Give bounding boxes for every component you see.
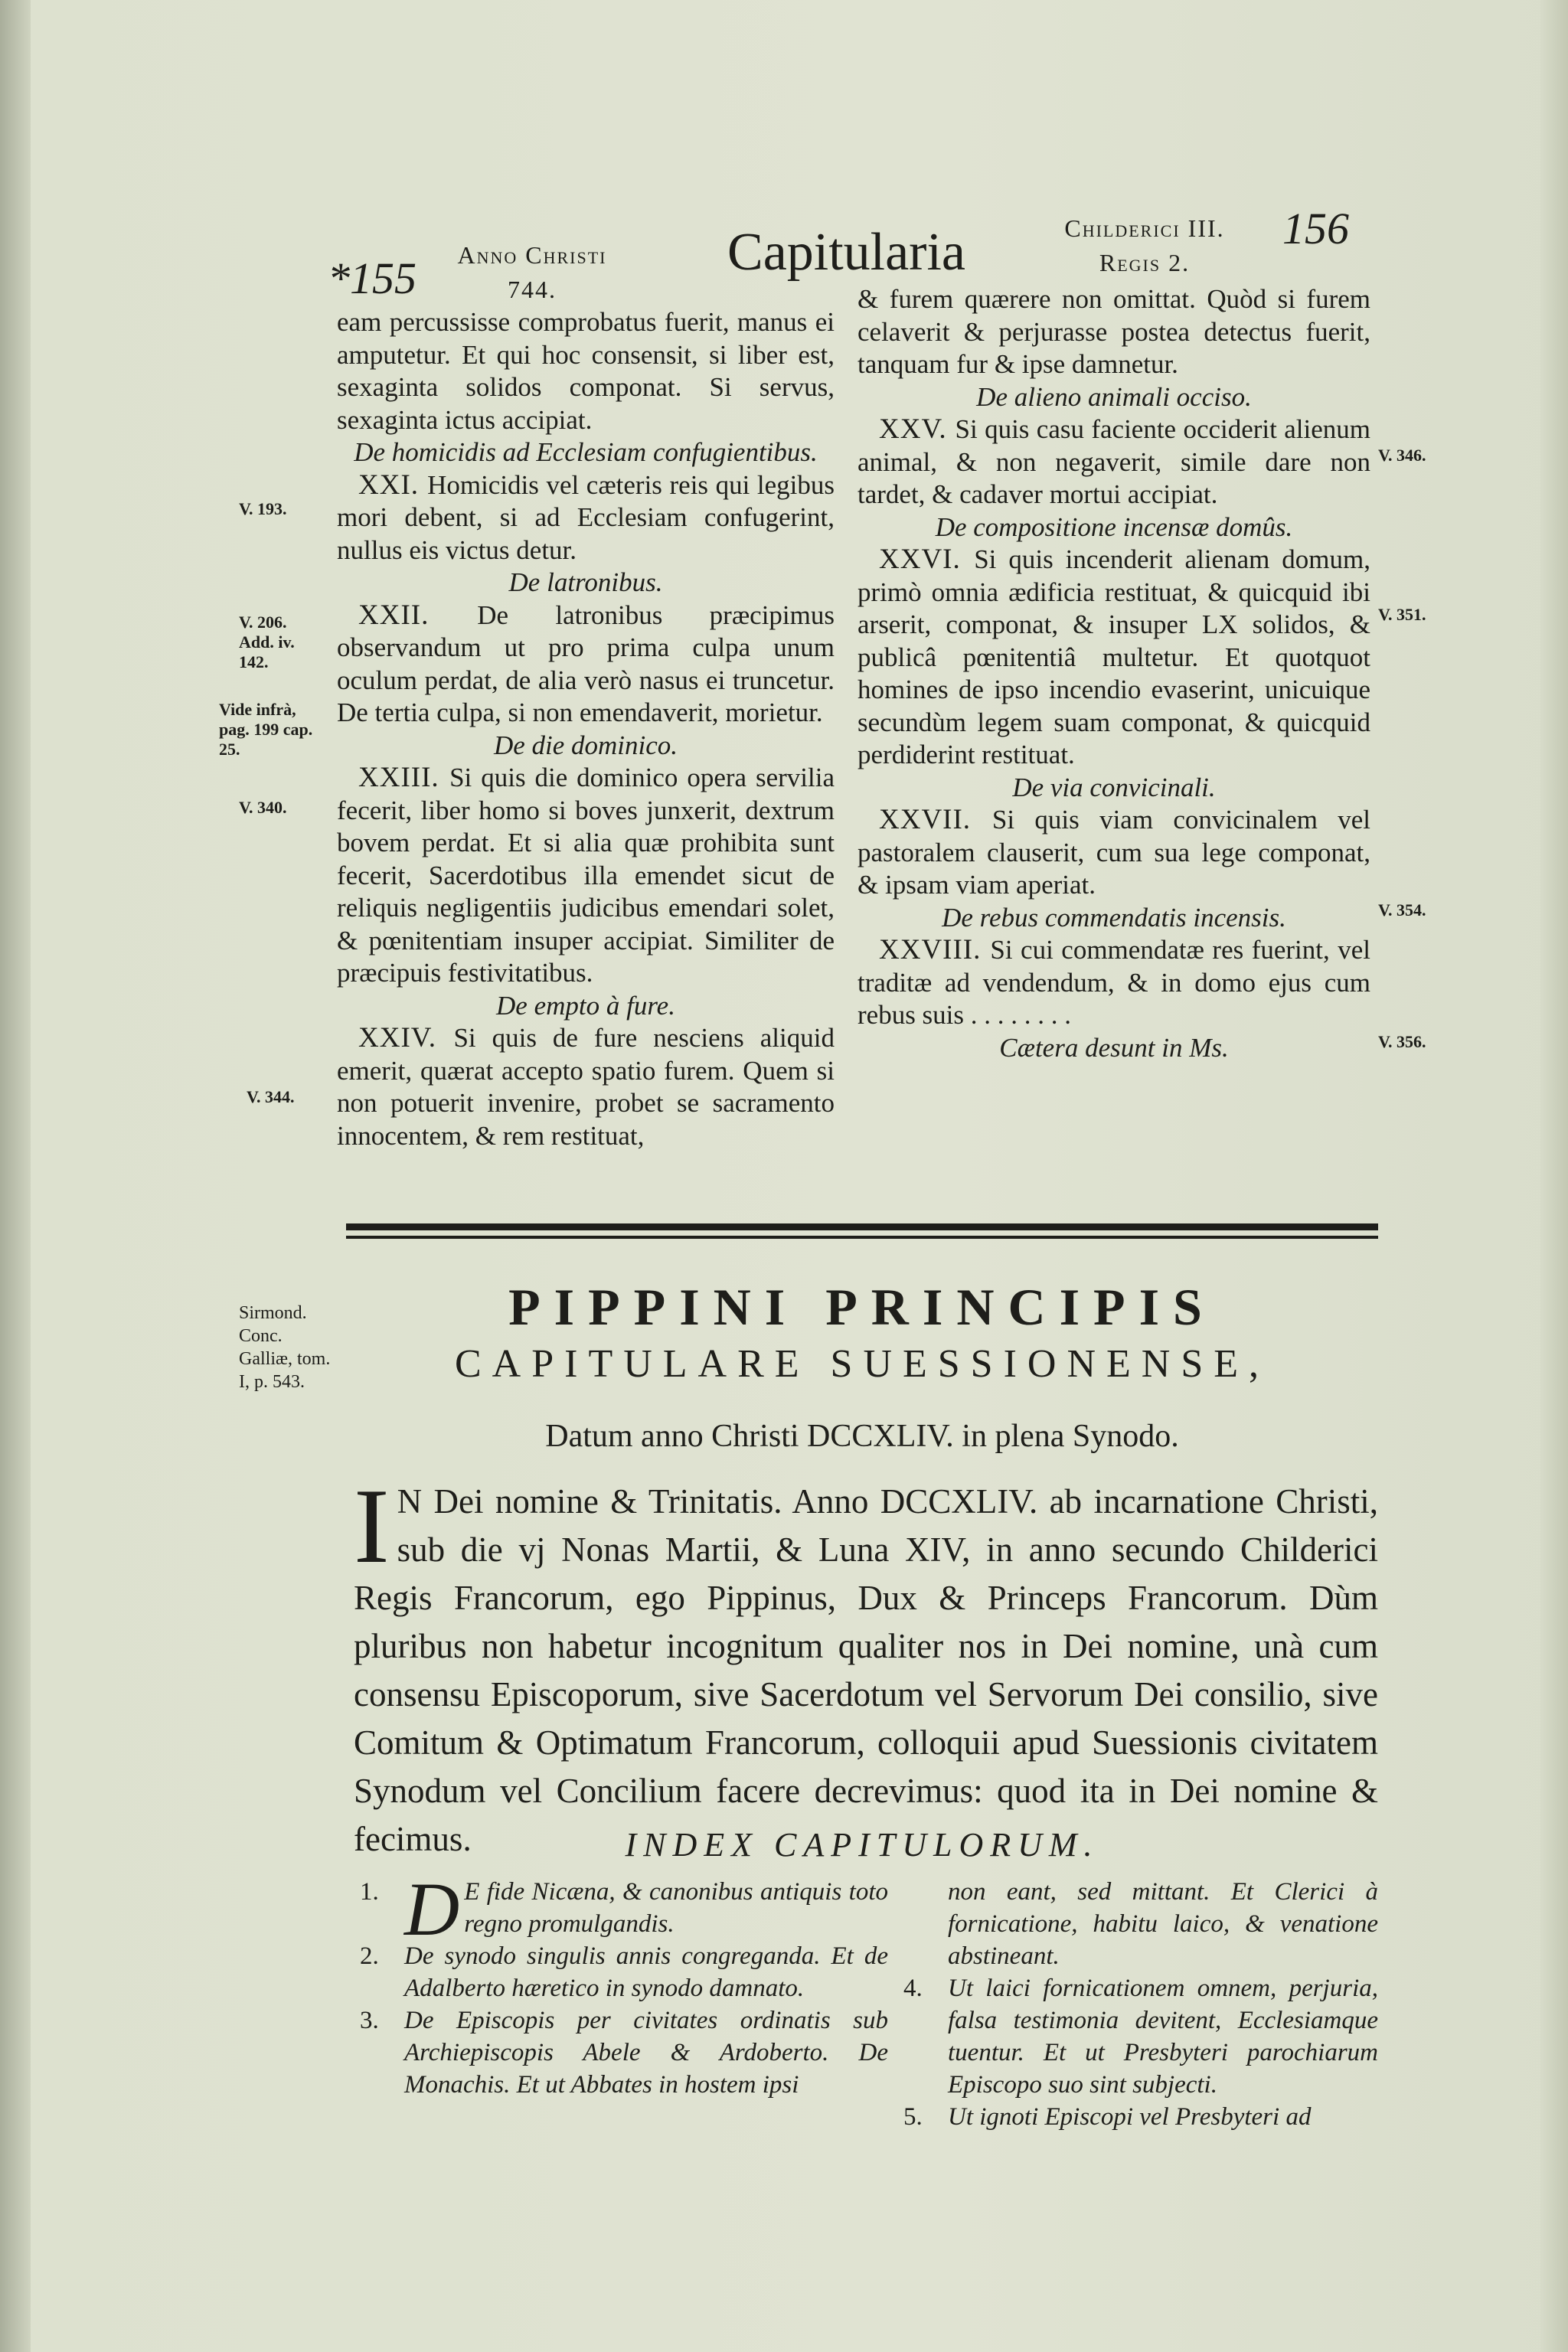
margin-note: V. 340. xyxy=(239,798,287,817)
paragraph xyxy=(337,599,835,730)
index-item xyxy=(903,2101,1378,2133)
index-drop-letter: D xyxy=(404,1867,460,1952)
paragraph-text: Si quis viam convicinalem vel pastoralem clauserit, cum sua lege componat, & ipsam viam aperiat. xyxy=(858,805,1371,900)
running-head-right-1: Childerici III. xyxy=(1064,214,1225,242)
paragraph xyxy=(337,306,835,436)
index-item xyxy=(360,1867,888,1952)
index-right-column xyxy=(903,1876,1378,2133)
section-heading: De homicidis ad Ecclesiam confugientibus. xyxy=(354,437,818,467)
paragraph xyxy=(858,283,1370,381)
paragraph xyxy=(858,934,1370,1032)
section-heading: De die dominico. xyxy=(493,730,678,760)
section-rule-thin xyxy=(346,1236,1378,1239)
section-title: PIPPINI PRINCIPIS xyxy=(508,1278,1216,1336)
chapter-number: XXVII. xyxy=(879,804,992,835)
left-page-number: *155 xyxy=(328,253,416,303)
section-heading: De compositione incensæ domûs. xyxy=(935,511,1293,542)
section-heading: De latronibus. xyxy=(508,567,663,597)
right-text-column xyxy=(858,283,1370,1064)
chapter-number: XXIV. xyxy=(358,1022,454,1054)
index-item-text: non eant, sed mittant. Et Clerici à fornicatione, habitu laico, & venatione abstineant. xyxy=(948,1878,1378,1970)
index-item-text: Ut ignoti Episcopi vel Presbyteri ad xyxy=(948,2103,1312,2131)
chapter-number: XXV. xyxy=(879,413,956,445)
index-item-number: 4. xyxy=(903,1975,923,2002)
paragraph-text: De latronibus præcipimus observandum ut pro prima culpa unum oculum perdat, de alia verò nasus ei truncetur. De tertia culpa, si non emendaverit, morietur. xyxy=(337,599,835,727)
page-spine-shadow xyxy=(0,0,31,2352)
margin-note: V. 346. xyxy=(1378,446,1426,465)
paragraph xyxy=(858,544,1370,772)
index-item-number: 1. xyxy=(360,1878,379,1906)
paragraph xyxy=(337,469,835,567)
margin-note: V. 344. xyxy=(247,1087,295,1106)
paragraph xyxy=(337,1022,835,1152)
left-text-column xyxy=(337,306,835,1152)
chapter-number: XXVI. xyxy=(879,544,975,575)
margin-note: Vide infrà, pag. 199 cap. 25. xyxy=(219,700,313,759)
page-title: Capitularia xyxy=(727,223,966,282)
intro-text: N Dei nomine & Trinitatis. Anno DCCXLIV. ab incarnatione Christi, sub die vj Nonas Martii, & Luna XIV, in anno secundo Childerici Regis Francorum, ego Pippinus, Dux & Princeps Francorum. Dùm pluribus non habetur incognitum qualiter nos in Dei nomine, unà cum consensu Episcoporum, sive Sacerdotum vel Servorum Dei consilio, sive Comitum & Optimatum Francorum, colloquii apud Suessionis civitatem Synodum vel Concilium facere decrevimus: quod ita in Dei nomine & fecimus. xyxy=(354,1482,1378,1858)
margin-note: V. 206. Add. iv. 142. xyxy=(239,612,295,671)
chapter-number: XXVIII. xyxy=(879,934,991,965)
paragraph-text: Si quis die dominico opera servilia fecerit, liber homo si boves junxerit, dextrum bovem perdat. Et si alia quæ prohibita sunt fecerit, Sacerdotibus illa emendet sicut de reliquis negligentiis judicibus emendari solet, & pœnitentiam insuper accipiat. Similiter de præcipuis festivitatibus. xyxy=(337,763,835,988)
drop-cap: I xyxy=(354,1467,390,1586)
section-heading: De rebus commendatis incensis. xyxy=(942,902,1286,933)
index-title: INDEX CAPITULORUM. xyxy=(625,1826,1099,1864)
paragraph-text: Si quis de fure nesciens aliquid emerit, quærat accepto spatio furem. Quem si non potuerit invenire, probet se sacramento innocentem, & rem restituat, xyxy=(337,1023,835,1151)
source-note: Sirmond. Conc. Galliæ, tom. I, p. 543. xyxy=(239,1303,331,1392)
paragraph-text: Si quis incenderit alienam domum, primò omnia ædificia restituat, & quicquid ibi arserit, componat, & insuper LX solidos, & publicâ pœnitentiâ multetur. Et quotquot homines de ipso incendio evaserint, unicuique secundùm legem suam componat, & quicquid perdiderint restituat. xyxy=(858,544,1370,769)
page-edge xyxy=(1540,0,1568,2352)
chapter-number: XXI. xyxy=(358,469,428,501)
right-page-number: 156 xyxy=(1282,204,1349,253)
index-item-number xyxy=(903,1876,948,1972)
index-item-number: 3. xyxy=(360,2007,379,2034)
paragraph xyxy=(858,413,1370,511)
running-head-left-1: Anno Christi xyxy=(457,241,607,269)
index-item xyxy=(903,1876,1378,1972)
section-heading: De alieno animali occiso. xyxy=(976,381,1252,412)
paragraph-text: Homicidis vel cæteris reis qui legibus mori debent, si ad Ecclesiam confugerint, nullus eis victus detur. xyxy=(337,469,835,565)
index-item-text: De Episcopis per civitates ordinatis sub Archiepiscopis Abele & Ardoberto. De Monachis. Et ut Abbates in hostem ipsi xyxy=(404,2007,888,2099)
section-heading: De empto à fure. xyxy=(496,990,675,1021)
margin-note: V. 356. xyxy=(1378,1032,1426,1051)
section-rule-thick xyxy=(346,1223,1378,1230)
index-item-text: De synodo singulis annis congreganda. Et de Adalberto hæretico in synodo damnato. xyxy=(404,1942,888,2002)
index-left-column xyxy=(360,1867,888,2101)
section-heading: Cætera desunt in Ms. xyxy=(999,1032,1229,1063)
index-item-number: 2. xyxy=(360,1942,379,1970)
index-item xyxy=(360,2004,888,2101)
index-item xyxy=(360,1940,888,2004)
index-item-text: D E fide Nicæna, & canonibus antiquis toto regno promulgandis. xyxy=(404,1867,888,1952)
running-head-right-2: Regis 2. xyxy=(1099,249,1191,276)
paragraph-text: eam percussisse comprobatus fuerit, manus ei amputetur. Et qui hoc consensit, si liber est, sexaginta solidos componat. Si servus, sexaginta ictus accipiat. xyxy=(337,307,835,435)
margin-note: V. 351. xyxy=(1378,605,1426,624)
margin-note: V. 193. xyxy=(239,499,287,518)
chapter-number: XXIII. xyxy=(358,762,450,793)
chapter-number: XXII. xyxy=(358,599,478,631)
section-heading: De via convicinali. xyxy=(1012,772,1216,802)
section-date-line: Datum anno Christi DCCXLIV. in plena Synodo. xyxy=(545,1419,1179,1454)
margin-note: V. 354. xyxy=(1378,900,1426,920)
index-item-number: 5. xyxy=(903,2103,923,2131)
running-head-left-2: 744. xyxy=(508,276,557,303)
paragraph xyxy=(337,762,835,990)
paragraph-text: Si cui commendatæ res fuerint, vel traditæ ad vendendum, & in domo ejus cum rebus suis . . . . . . . . xyxy=(858,935,1371,1030)
paragraph xyxy=(858,804,1370,902)
intro-paragraph xyxy=(354,1467,1378,1864)
section-subtitle: CAPITULARE SUESSIONENSE, xyxy=(454,1342,1270,1386)
index-item xyxy=(903,1972,1378,2101)
paragraph-text: & furem quærere non omittat. Quòd si furem celaverit & perjurasse postea detectus fuerit, tanquam fur & ipse damnetur. xyxy=(858,284,1370,379)
paragraph-text: Si quis casu faciente occiderit alienum animal, & non negaverit, simile dare non tardet, & cadaver mortui accipiat. xyxy=(858,414,1370,509)
index-item-text: Ut laici fornicationem omnem, perjuria, falsa testimonia devitent, Ecclesiamque tuentur. Et ut Presbyteri parochiarum Episcopo suo sint subjecti. xyxy=(948,1975,1378,2099)
